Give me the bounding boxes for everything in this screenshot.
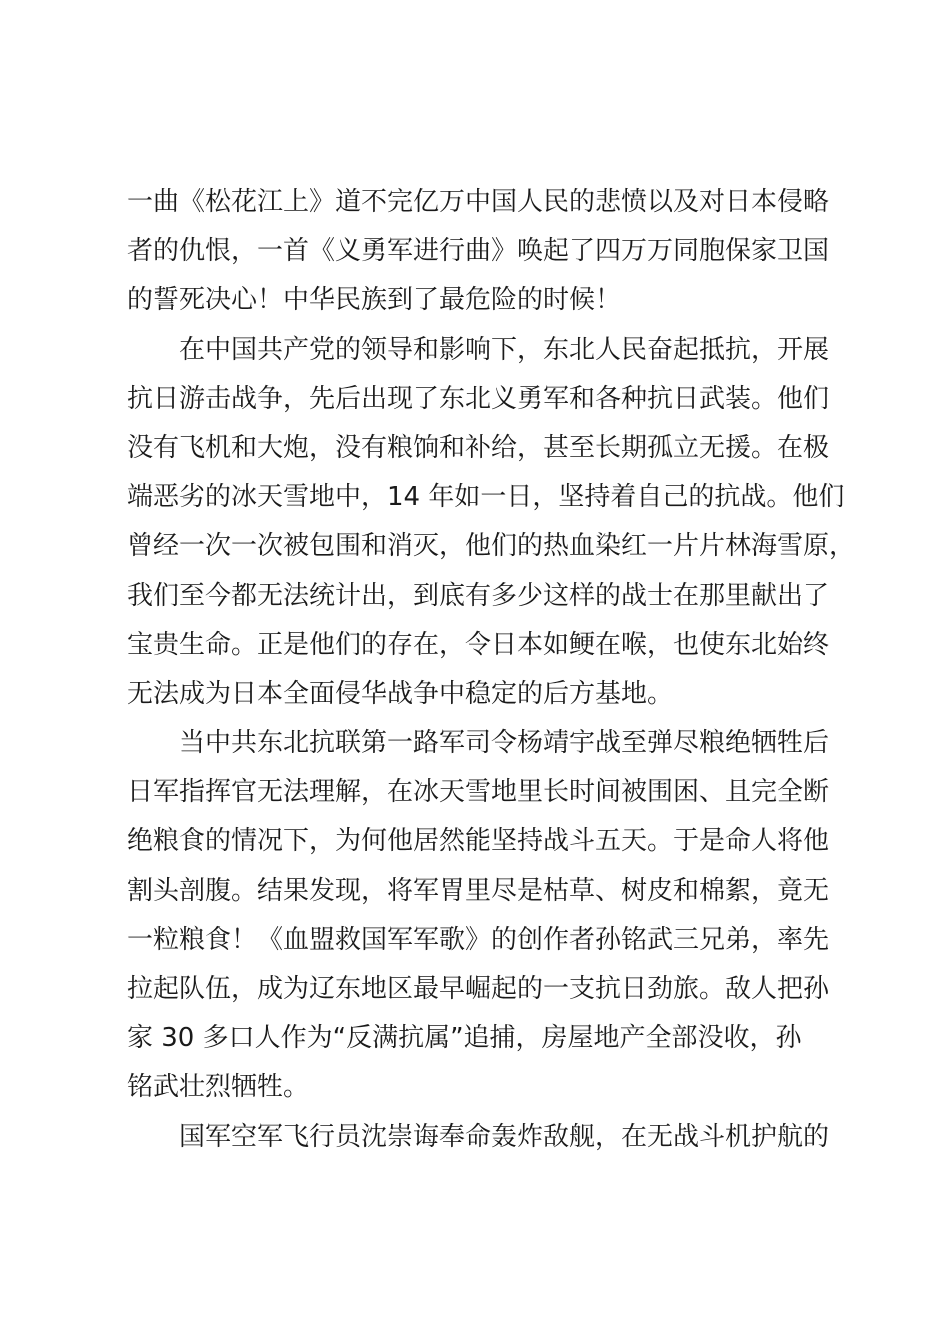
text-line: 者的仇恨，一首《义勇军进行曲》唤起了四万万同胞保家卫国 xyxy=(127,236,830,267)
paragraph xyxy=(127,719,847,1113)
text-line: 拉起队伍，成为辽东地区最早崛起的一支抗日劲旅。敌人把孙 xyxy=(127,974,830,1004)
text-line: 没有飞机和大炮，没有粮饷和补给，甚至长期孤立无援。在极 xyxy=(127,432,830,463)
body-text xyxy=(127,178,856,1162)
text-line: 宝贵生命。正是他们的存在，令日本如鲠在喉，也使东北始终 xyxy=(127,629,830,660)
text-line: 日军指挥官无法理解，在冰天雪地里长时间被围困、且完全断 xyxy=(127,777,830,808)
text-line: 端恶劣的冰天雪地中，14 年如一日，坚持着自己的抗战。他们 xyxy=(127,482,845,513)
text-line: 无法成为日本全面侵华战争中稳定的后方基地。 xyxy=(127,678,674,709)
text-line: 一曲《松花江上》道不完亿万中国人民的悲愤以及对日本侵略 xyxy=(127,187,830,217)
text-line: 铭武壮烈牺牲。 xyxy=(127,1072,310,1103)
text-line: 家 30 多口人作为“反满抗属”追捕，房屋地产全部没收，孙 xyxy=(127,1023,802,1054)
text-line: 的誓死决心！中华民族到了最危险的时候！ xyxy=(127,285,622,316)
text-line: 绝粮食的情况下，为何他居然能坚持战斗五天。于是命人将他 xyxy=(127,826,830,857)
paragraph xyxy=(127,1113,847,1162)
paragraph xyxy=(127,326,856,720)
text-line: 在中国共产党的领导和影响下，东北人民奋起抵抗，开展 xyxy=(179,334,830,365)
text-line: 曾经一次一次被包围和消灭，他们的热血染红一片片林海雪原， xyxy=(127,531,856,562)
text-line: 我们至今都无法统计出，到底有多少这样的战士在那里献出了 xyxy=(127,580,830,611)
text-line: 抗日游击战争，先后出现了东北义勇军和各种抗日武装。他们 xyxy=(127,383,830,414)
text-line: 国军空军飞行员沈崇诲奉命轰炸敌舰，在无战斗机护航的 xyxy=(179,1121,830,1152)
text-line: 一粒粮食！《血盟救国军军歌》的创作者孙铭武三兄弟，率先 xyxy=(127,924,830,955)
paragraph xyxy=(127,178,847,326)
text-line: 当中共东北抗联第一路军司令杨靖宇战至弹尽粮绝牺牲后 xyxy=(179,728,830,759)
text-line: 割头剖腹。结果发现，将军胃里尽是枯草、树皮和棉絮，竟无 xyxy=(127,875,830,906)
